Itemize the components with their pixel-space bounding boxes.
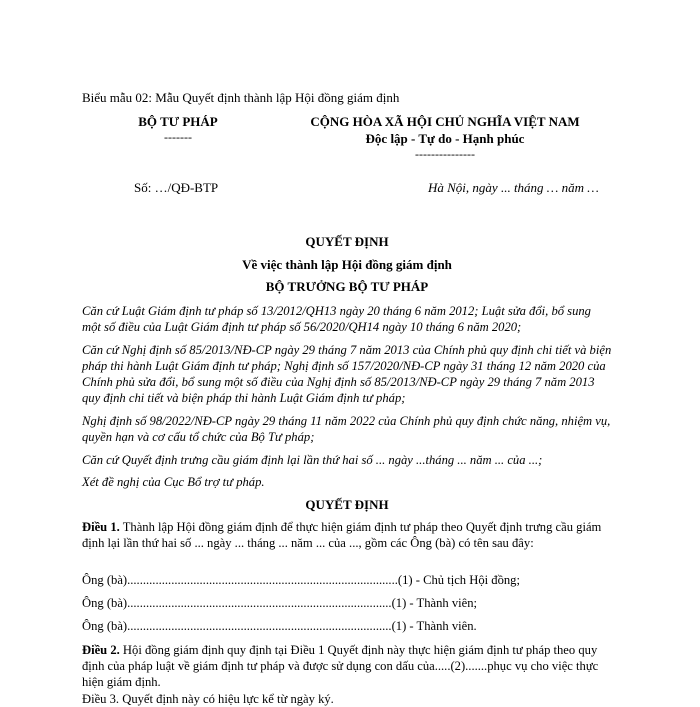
article-1-label: Điều 1.	[82, 520, 120, 534]
member-row	[82, 573, 520, 588]
article-1-text: Thành lập Hội đồng giám định để thực hiện giám định tư pháp theo Quyết định trưng cầu giám định lại lần thứ hai số ... ngày ... tháng ... năm ... của ..., gồm các Ông (bà) có tên sau đây:	[82, 520, 602, 550]
nation-name: CỘNG HÒA XÃ HỘI CHỦ NGHĨA VIỆT NAM	[310, 114, 580, 129]
form-title: Biểu mẫu 02: Mẫu Quyết định thành lập Hội đồng giám định	[82, 90, 400, 105]
preamble-referral-decision: Căn cứ Quyết định trưng cầu giám định lại lần thứ hai số ... ngày ...tháng ... năm ... của ...;	[82, 453, 543, 467]
article-1	[82, 519, 612, 551]
issuing-authority: BỘ TRƯỞNG BỘ TƯ PHÁP	[265, 279, 429, 294]
member-prefix: Ông (bà)....................................................................................	[82, 596, 392, 610]
member-prefix: Ông (bà)......................................................................................	[82, 573, 398, 587]
agency-name: BỘ TƯ PHÁP	[138, 114, 218, 129]
preamble-law: Căn cứ Luật Giám định tư pháp số 13/2012/QH13 ngày 20 tháng 6 năm 2012; Luật sửa đổi, bổ sung một số điều của Luật Giám định tư pháp số 56/2020/QH14 ngày 10 tháng 6 năm 2020;	[82, 304, 591, 334]
national-motto: Độc lập - Tự do - Hạnh phúc	[365, 131, 525, 146]
article-2-text: Hội đồng giám định quy định tại Điều 1 Quyết định này thực hiện giám định tư pháp theo quy định của pháp luật về giám định tư pháp và được sử dụng con dấu của.....(2).......phục vụ cho việc thực hiện giám định.	[82, 643, 599, 689]
document-subject: Về việc thành lập Hội đồng giám định	[242, 257, 452, 272]
article-2-label: Điều 2.	[82, 643, 120, 657]
document-number: Số: …/QĐ-BTP	[134, 180, 219, 195]
member-role: (1) - Chủ tịch Hội đồng;	[397, 573, 520, 587]
preamble-decree-98: Nghị định số 98/2022/NĐ-CP ngày 29 tháng 11 năm 2022 của Chính phủ quy định chức năng, nhiệm vụ, quyền hạn và cơ cấu tổ chức của Bộ Tư pháp;	[82, 414, 611, 444]
preamble-decree-85: Căn cứ Nghị định số 85/2013/NĐ-CP ngày 29 tháng 7 năm 2013 của Chính phủ quy định chi tiết và biện pháp thi hành Luật Giám định tư pháp; Nghị định số 157/2020/NĐ-CP ngày 31 tháng 12 năm 2020 của Chính phủ sửa đổi, bổ sung một số điều của Nghị định số 85/2013/NĐ-CP ngày 29 tháng 7 năm 2013 quy định chi tiết và biện pháp thi hành Luật Giám định tư pháp;	[82, 343, 612, 405]
member-row	[82, 619, 477, 634]
member-role: (1) - Thành viên;	[391, 596, 478, 610]
article-2	[82, 642, 612, 690]
member-prefix: Ông (bà)....................................................................................	[82, 619, 392, 633]
agency-rule: -------	[164, 130, 192, 144]
preamble-proposal: Xét đề nghị của Cục Bổ trợ tư pháp.	[82, 475, 265, 489]
member-row	[82, 596, 477, 611]
decision-heading: QUYẾT ĐỊNH	[305, 497, 389, 512]
place-and-date: Hà Nội, ngày ... tháng … năm …	[428, 180, 599, 195]
motto-rule: ---------------	[415, 147, 475, 161]
article-3-partial: Điều 3. Quyết định này có hiệu lực kể từ ngày ký.	[82, 692, 334, 706]
member-role: (1) - Thành viên.	[391, 619, 477, 633]
document-title: QUYẾT ĐỊNH	[305, 234, 389, 249]
